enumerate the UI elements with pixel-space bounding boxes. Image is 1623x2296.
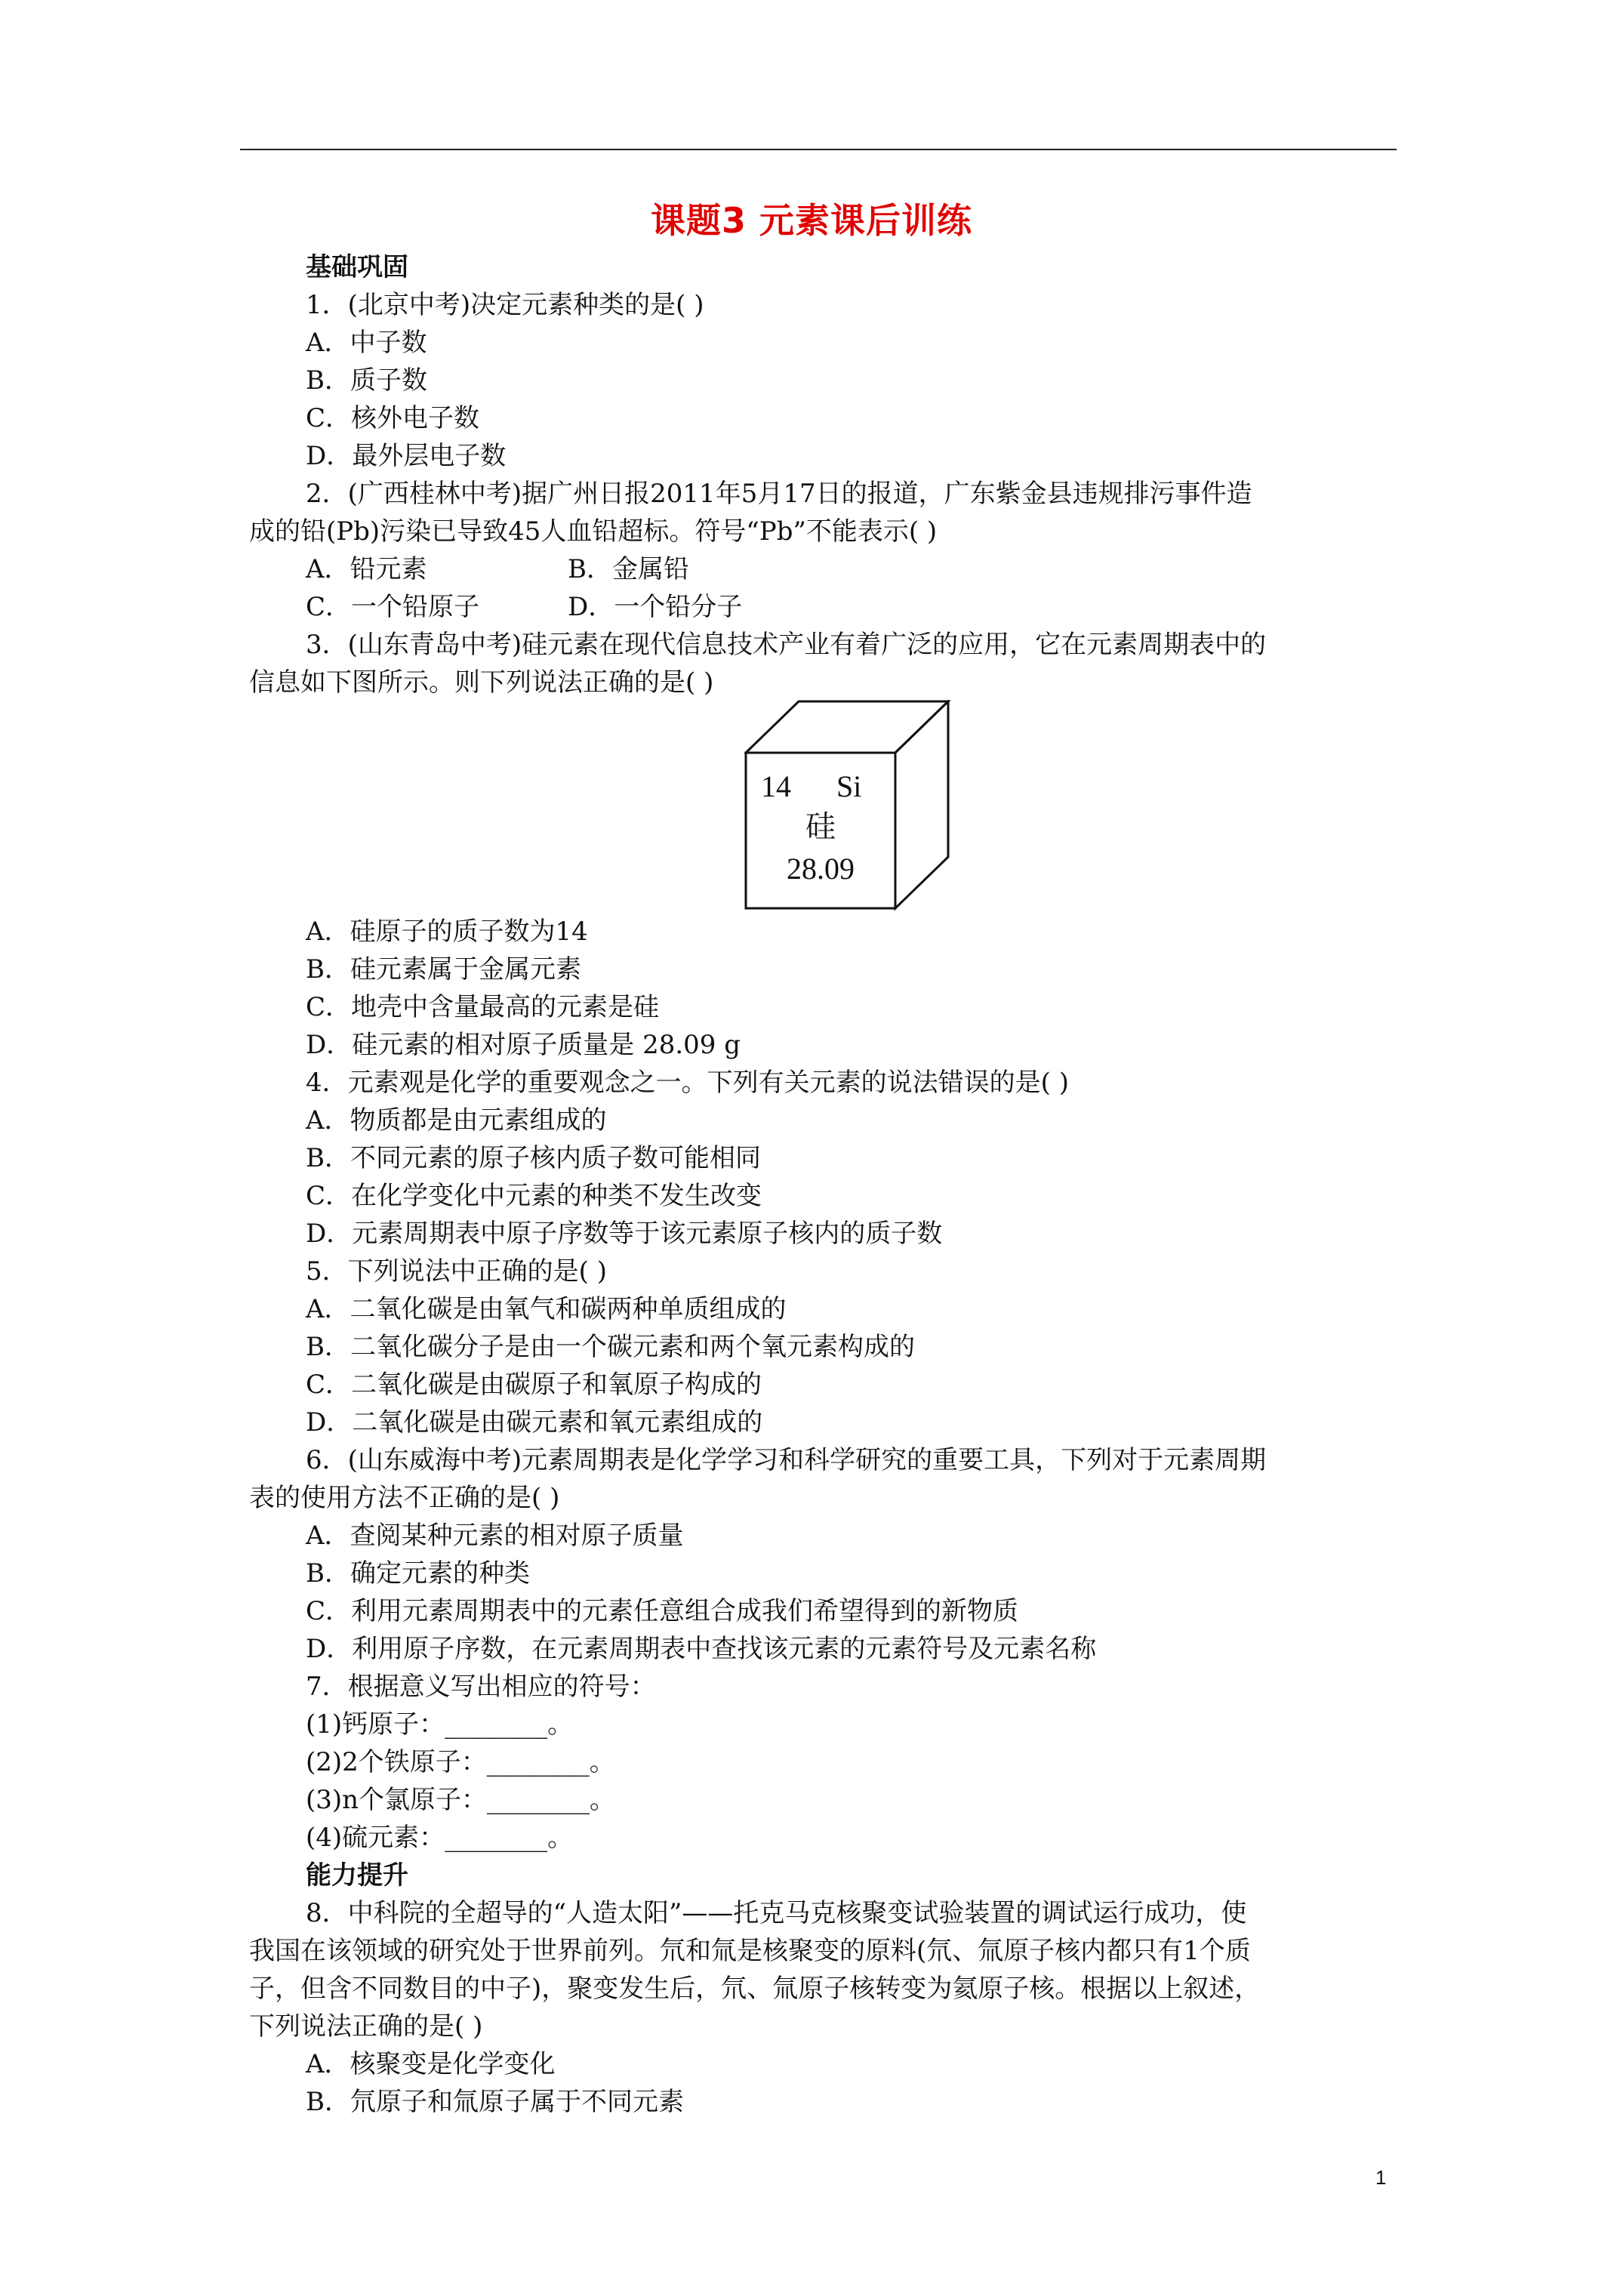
q2-stem-line2: 成的铅(Pb)污染已导致45人血铅超标。符号“Pb”不能表示( ) — [249, 516, 938, 547]
q4-stem: 4．元素观是化学的重要观念之一。下列有关元素的说法错误的是( ) — [306, 1068, 1069, 1098]
q5-option-c: C．二氧化碳是由碳原子和氧原子构成的 — [306, 1370, 762, 1400]
q3-stem-line2: 信息如下图所示。则下列说法正确的是( ) — [249, 667, 714, 698]
q8-stem-line1: 8．中科院的全超导的“人造太阳”——托克马克核聚变试验装置的调试运行成功，使 — [306, 1898, 1247, 1928]
page-title: 课题3 元素课后训练 — [650, 200, 973, 241]
q7-stem: 7．根据意义写出相应的符号： — [306, 1672, 656, 1702]
q5-option-a: A．二氧化碳是由氧气和碳两种单质组成的 — [306, 1294, 787, 1324]
q3-option-d: D．硅元素的相对原子质量是 28.09 g — [306, 1030, 741, 1060]
page-number: 1 — [1375, 2166, 1387, 2189]
element-name: 硅 — [805, 809, 836, 844]
q2-option-c: C．一个铅原子 — [306, 592, 480, 622]
q7-sub4: (4)硫元素：________。 — [306, 1823, 574, 1853]
atomic-number: 14 — [761, 769, 791, 803]
q5-option-d: D．二氧化碳是由碳元素和氧元素组成的 — [306, 1407, 763, 1438]
q8-stem-line4: 下列说法正确的是( ) — [249, 2011, 483, 2042]
q2-option-b: B．金属铅 — [568, 554, 689, 584]
q8-stem-line2: 我国在该领域的研究处于世界前列。氘和氚是核聚变的原料(氘、氚原子核内都只有1个质 — [249, 1936, 1251, 1966]
q3-option-b: B．硅元素属于金属元素 — [306, 954, 581, 985]
q8-option-a: A．核聚变是化学变化 — [306, 2049, 556, 2079]
element-symbol: Si — [836, 769, 862, 803]
q8-stem-line3: 子，但含不同数目的中子)，聚变发生后，氘、氚原子核转变为氦原子核。根据以上叙述， — [249, 1974, 1261, 2004]
q6-option-a: A．查阅某种元素的相对原子质量 — [306, 1521, 684, 1551]
q1-option-d: D．最外层电子数 — [306, 441, 507, 471]
q1-option-b: B．质子数 — [306, 365, 427, 396]
q2-option-a: A．铅元素 — [306, 554, 427, 584]
q3-option-a: A．硅原子的质子数为14 — [306, 917, 588, 947]
q6-option-d: D．利用原子序数，在元素周期表中查找该元素的元素符号及元素名称 — [306, 1634, 1097, 1664]
section-basic: 基础巩固 — [306, 252, 408, 282]
q1-option-a: A．中子数 — [306, 328, 427, 358]
q4-option-c: C．在化学变化中元素的种类不发生改变 — [306, 1181, 762, 1211]
q3-option-c: C．地壳中含量最高的元素是硅 — [306, 992, 660, 1022]
q4-option-d: D．元素周期表中原子序数等于该元素原子核内的质子数 — [306, 1219, 943, 1249]
q2-option-d: D．一个铅分子 — [568, 592, 743, 622]
atomic-mass: 28.09 — [787, 852, 855, 886]
q5-option-b: B．二氧化碳分子是由一个碳元素和两个氧元素构成的 — [306, 1332, 915, 1362]
section-advanced: 能力提升 — [306, 1860, 408, 1891]
q3-stem-line1: 3．(山东青岛中考)硅元素在现代信息技术产业有着广泛的应用，它在元素周期表中的 — [306, 630, 1267, 660]
q4-option-a: A．物质都是由元素组成的 — [306, 1105, 607, 1136]
q4-option-b: B．不同元素的原子核内质子数可能相同 — [306, 1143, 761, 1173]
q1-option-c: C．核外电子数 — [306, 403, 480, 433]
q7-sub2: (2)2个铁原子：________。 — [306, 1747, 615, 1777]
q6-option-c: C．利用元素周期表中的元素任意组合成我们希望得到的新物质 — [306, 1596, 1019, 1626]
q2-stem-line1: 2．(广西桂林中考)据广州日报2011年5月17日的报道，广东紫金县违规排污事件造 — [306, 479, 1252, 509]
q7-sub3: (3)n个氯原子：________。 — [306, 1785, 616, 1815]
q1-stem: 1．(北京中考)决定元素种类的是( ) — [306, 290, 704, 320]
q6-option-b: B．确定元素的种类 — [306, 1558, 530, 1589]
q6-stem-line1: 6．(山东威海中考)元素周期表是化学学习和科学研究的重要工具，下列对于元素周期 — [306, 1445, 1267, 1475]
silicon-element-cube-figure — [744, 700, 956, 911]
q6-stem-line2: 表的使用方法不正确的是( ) — [249, 1483, 560, 1513]
q7-sub1: (1)钙原子：________。 — [306, 1709, 574, 1740]
header-rule — [240, 149, 1397, 150]
q5-stem: 5．下列说法中正确的是( ) — [306, 1256, 607, 1287]
q8-option-b: B．氘原子和氚原子属于不同元素 — [306, 2087, 684, 2117]
